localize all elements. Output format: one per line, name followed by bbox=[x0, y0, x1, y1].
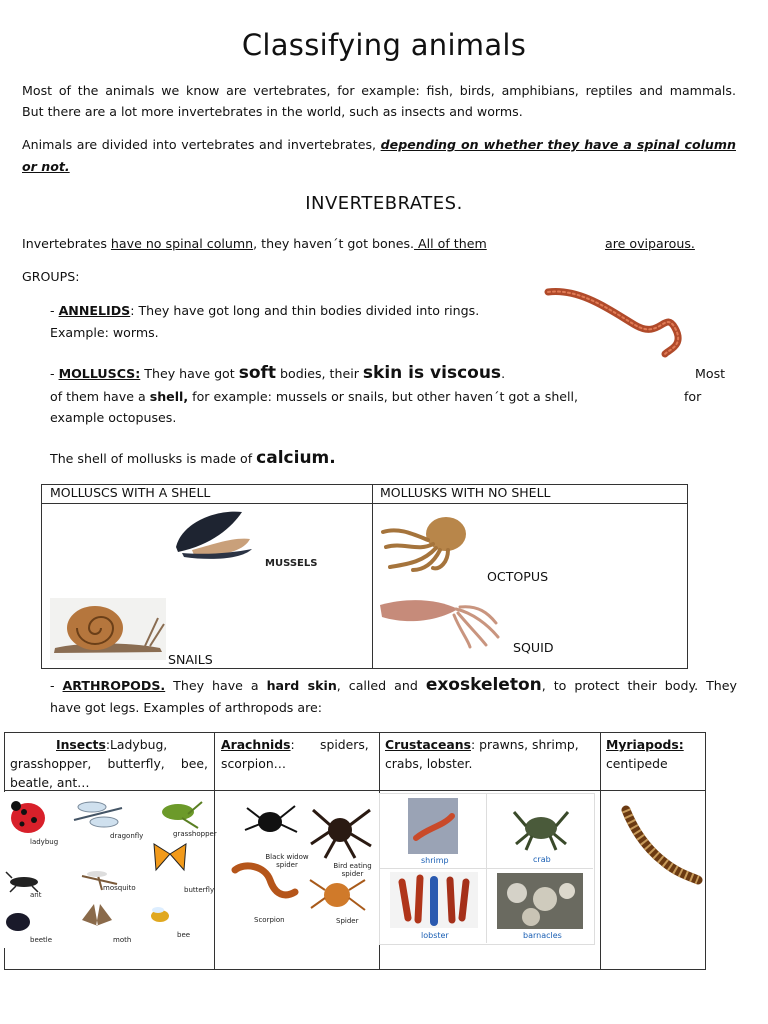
molluscs-line-1 bbox=[50, 361, 505, 386]
snails-label: SNAILS bbox=[168, 652, 213, 667]
insects-text: :Ladybug, bbox=[105, 737, 168, 752]
spider-label: Spider bbox=[336, 917, 359, 925]
molluscs-most: Most bbox=[695, 366, 726, 381]
myriapods-name: Myriapods: bbox=[606, 737, 684, 752]
crustaceans-line-2: crabs, lobster. bbox=[385, 756, 473, 771]
centipede-image bbox=[612, 800, 704, 896]
arachnids-text: : bbox=[290, 737, 295, 752]
lobster-label: lobster bbox=[421, 931, 449, 940]
invertebrates-heading: INVERTEBRATES. bbox=[305, 193, 463, 214]
inv-no-spine: have no spinal column bbox=[110, 236, 254, 251]
squid-image bbox=[378, 595, 503, 650]
shrimp-image bbox=[408, 798, 458, 854]
moth-label: moth bbox=[113, 936, 132, 944]
beetle-label: beetle bbox=[30, 936, 53, 944]
intro-line-3 bbox=[22, 134, 736, 155]
crustaceans-text: : prawns, shrimp, bbox=[471, 737, 579, 752]
annelids-line bbox=[50, 300, 479, 321]
crab-label: crab bbox=[533, 855, 551, 864]
molluscs-text-4: of them have a bbox=[50, 389, 150, 404]
calcium-line bbox=[50, 446, 336, 471]
arthropods-line-2: have got legs. Examples of arthropods are: bbox=[50, 700, 322, 715]
molluscs-soft: soft bbox=[238, 363, 277, 383]
mussels-label: MUSSELS bbox=[265, 558, 318, 569]
annelids-dash: - bbox=[50, 303, 59, 318]
ladybug-label: ladybug bbox=[30, 838, 59, 846]
intro-line-2: But there are a lot more invertebrates in the world, such as insects and worms. bbox=[22, 104, 523, 119]
myriapods-header bbox=[606, 734, 684, 755]
octopus-label: OCTOPUS bbox=[487, 569, 549, 584]
insects-line-2: grasshopper, butterfly, bee, bbox=[10, 756, 208, 771]
crustaceans-name: Crustaceans bbox=[385, 737, 471, 752]
molluscs-skin: skin is viscous bbox=[362, 363, 502, 383]
inv-text-3: , they haven´t got bones. bbox=[253, 236, 415, 251]
calcium-word: calcium. bbox=[256, 448, 336, 468]
dragonfly-label: dragonfly bbox=[110, 832, 144, 840]
arthropods-hard-skin: hard skin bbox=[266, 678, 337, 693]
ant-label: ant bbox=[30, 891, 42, 899]
arthropods-exoskeleton: exoskeleton bbox=[425, 675, 542, 695]
inv-text-1: Invertebrates bbox=[22, 236, 107, 251]
arthropods-line-1 bbox=[50, 673, 737, 698]
grasshopper-label: grasshopper bbox=[173, 830, 217, 838]
annelids-name: ANNELIDS bbox=[58, 303, 131, 318]
octopus-image bbox=[378, 512, 473, 572]
mollusc-header-shell: MOLLUSCS WITH A SHELL bbox=[42, 485, 373, 504]
mollusc-header-no-shell: MOLLUSKS WITH NO SHELL bbox=[373, 485, 688, 504]
lobster-image bbox=[390, 872, 478, 928]
arachnids-name: Arachnids bbox=[221, 737, 291, 752]
inv-oviparous: are oviparous. bbox=[605, 236, 695, 251]
molluscs-shell: shell, bbox=[149, 389, 189, 404]
arachnids-header bbox=[221, 734, 295, 755]
arachnids-spiders: spiders, bbox=[320, 737, 369, 752]
insects-line-3: beatle, ant… bbox=[10, 775, 90, 790]
arthropods-text-2: , called and bbox=[336, 678, 426, 693]
intro-emphasis: depending on whether they have a spinal column bbox=[380, 137, 736, 152]
insects-header bbox=[56, 734, 167, 755]
invertebrates-definition bbox=[22, 233, 487, 254]
arthropods-name: ARTHROPODS. bbox=[62, 678, 166, 693]
arthropods-text-1: They have a bbox=[165, 678, 267, 693]
scorpion-label: Scorpion bbox=[254, 916, 285, 924]
molluscs-line-2 bbox=[50, 386, 578, 407]
intro-line-3-text: Animals are divided into vertebrates and invertebrates, bbox=[22, 137, 377, 152]
bird-eating-label: Bird eating spider bbox=[333, 862, 372, 878]
bee-label: bee bbox=[177, 931, 191, 939]
inv-all-of-them: All of them bbox=[414, 236, 487, 251]
molluscs-text-3: . bbox=[501, 366, 506, 381]
arachnids-line-2: scorpion… bbox=[221, 756, 287, 771]
molluscs-line-3: example octopuses. bbox=[50, 410, 177, 425]
insects-name: Insects bbox=[56, 737, 106, 752]
crustaceans-header bbox=[385, 734, 579, 755]
mussel-image bbox=[172, 507, 257, 562]
barnacles-image bbox=[497, 873, 583, 929]
arthropods-dash: - bbox=[50, 678, 63, 693]
barnacles-label: barnacles bbox=[523, 931, 562, 940]
snail-image bbox=[50, 598, 166, 660]
squid-label: SQUID bbox=[513, 640, 554, 655]
shrimp-label: shrimp bbox=[421, 856, 449, 865]
page-title: Classifying animals bbox=[241, 28, 527, 62]
worm-image bbox=[540, 280, 690, 360]
intro-line-4 bbox=[22, 156, 70, 177]
mosquito-label: mosquito bbox=[103, 884, 136, 892]
butterfly-label: butterfly bbox=[184, 886, 215, 894]
calcium-text: The shell of mollusks is made of bbox=[50, 451, 257, 466]
molluscs-text-5: for example: mussels or snails, but other haven´t got a shell, bbox=[188, 389, 579, 404]
myriapods-line-2: centipede bbox=[606, 756, 668, 771]
annelids-example: Example: worms. bbox=[50, 325, 159, 340]
molluscs-name: MOLLUSCS: bbox=[58, 366, 141, 381]
insects-drawings bbox=[2, 792, 214, 948]
black-widow-label: Black widow spider bbox=[265, 853, 309, 869]
arthropods-text-3: , to protect their body. They bbox=[541, 678, 737, 693]
intro-emphasis-end: or not. bbox=[22, 159, 70, 174]
molluscs-text-1: They have got bbox=[140, 366, 239, 381]
molluscs-dash: - bbox=[50, 366, 59, 381]
annelids-text: : They have got long and thin bodies divided into rings. bbox=[130, 303, 480, 318]
crab-image bbox=[508, 800, 574, 852]
intro-line-1: Most of the animals we know are vertebrates, for example: fish, birds, amphibians, reptiles and mammals. bbox=[22, 83, 736, 98]
groups-label: GROUPS: bbox=[22, 269, 80, 284]
molluscs-for: for bbox=[684, 389, 702, 404]
molluscs-text-2: bodies, their bbox=[276, 366, 363, 381]
crustaceans-grid-hline bbox=[379, 868, 593, 869]
